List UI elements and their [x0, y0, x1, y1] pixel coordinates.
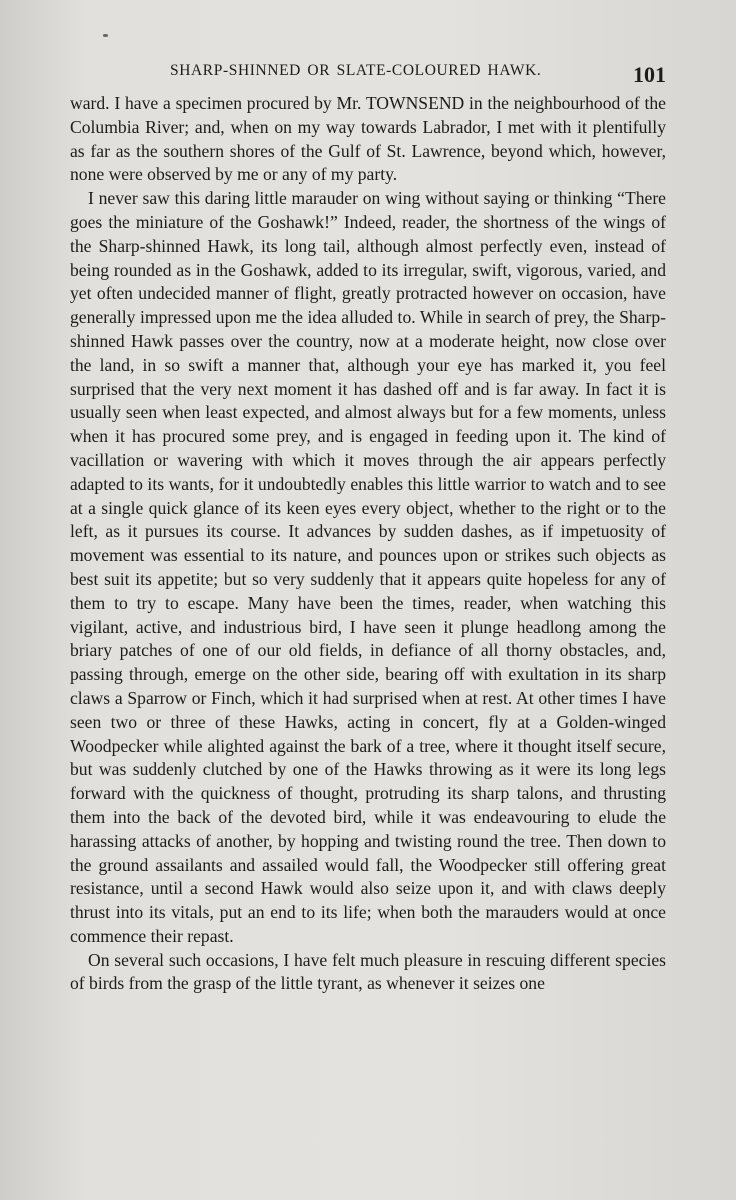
paragraph-3: On several such occasions, I have felt much pleasure in rescuing different species of birds from the grasp of the little tyrant, as whenever it seizes one	[70, 949, 666, 994]
page-number: 101	[633, 62, 666, 87]
paragraph-2: I never saw this daring little marauder on wing without saying or thinking “There goes the miniature of the Goshawk!” Indeed, reader, the shortness of the wings of the Sharp-shinned Hawk, its long tail, although almost perfectly even, instead of being rounded as in the Goshawk, added to its irregular, swift, vigorous, varied, and yet often undecided manner of flight, greatly protracted however on occasion, have generally impressed upon me the idea alluded to. While in search of prey, the Sharp-shinned Hawk passes over the country, now at a moderate height, now close over the land, in so swift a manner that, although your eye has marked it, you feel surprised that the very next moment it has dashed off and is far away. In fact it is usually seen when least expected, and almost always but for a few moments, unless when it has procured some prey, and is engaged in feeding upon it. The kind of vacillation or wavering with which it moves through the air appears perfectly adapted to its wants, for it undoubtedly enables this little warrior to watch and to see at a single quick glance of its keen eyes every object, whether to the right or to the left, as it pursues its course. It advances by sudden dashes, as if impetuosity of movement was essential to its nature, and pounces upon or strikes such objects as best suit its appetite; but so very suddenly that it appears quite hopeless for any of them to try to escape. Many have been the times, reader, when watching this vigilant, active, and industrious bird, I have seen it plunge headlong among the briary patches of one of our old fields, in defiance of all thorny obstacles, and, passing through, emerge on the other side, bearing off with exultation in its sharp claws a Sparrow or Finch, which it had surprised when at rest. At other times I have seen two or three of these Hawks, acting in concert, fly at a Golden-winged Woodpecker while alighted against the bark of a tree, where it thought itself secure, but was suddenly clutched by one of the Hawks throwing as it were its long legs forward with the quickness of thought, protruding its sharp talons, and thrusting them into the back of the devoted bird, while it was endeavouring to elude the harassing attacks of another, by hopping and twisting round the tree. Then down to the ground assailants and assailed would fall, the Woodpecker still offering great resistance, until a second Hawk would also seize upon it, and with claws deeply thrust into its vitals, put an end to its life; when both the marauders would at once commence their repast.	[70, 188, 666, 946]
running-title: SHARP-SHINNED OR SLATE-COLOURED HAWK.	[170, 62, 542, 79]
page-header	[70, 60, 666, 90]
paragraph-1: ward. I have a specimen procured by Mr. TOWNSEND in the neighbourhood of the Columbia River; and, when on my way towards Labrador, I met with it plentifully as far as the southern shores of the Gulf of St. Lawrence, beyond which, however, none were observed by me or any of my party.	[70, 93, 666, 185]
print-speck	[103, 34, 108, 37]
body-text	[70, 92, 666, 996]
